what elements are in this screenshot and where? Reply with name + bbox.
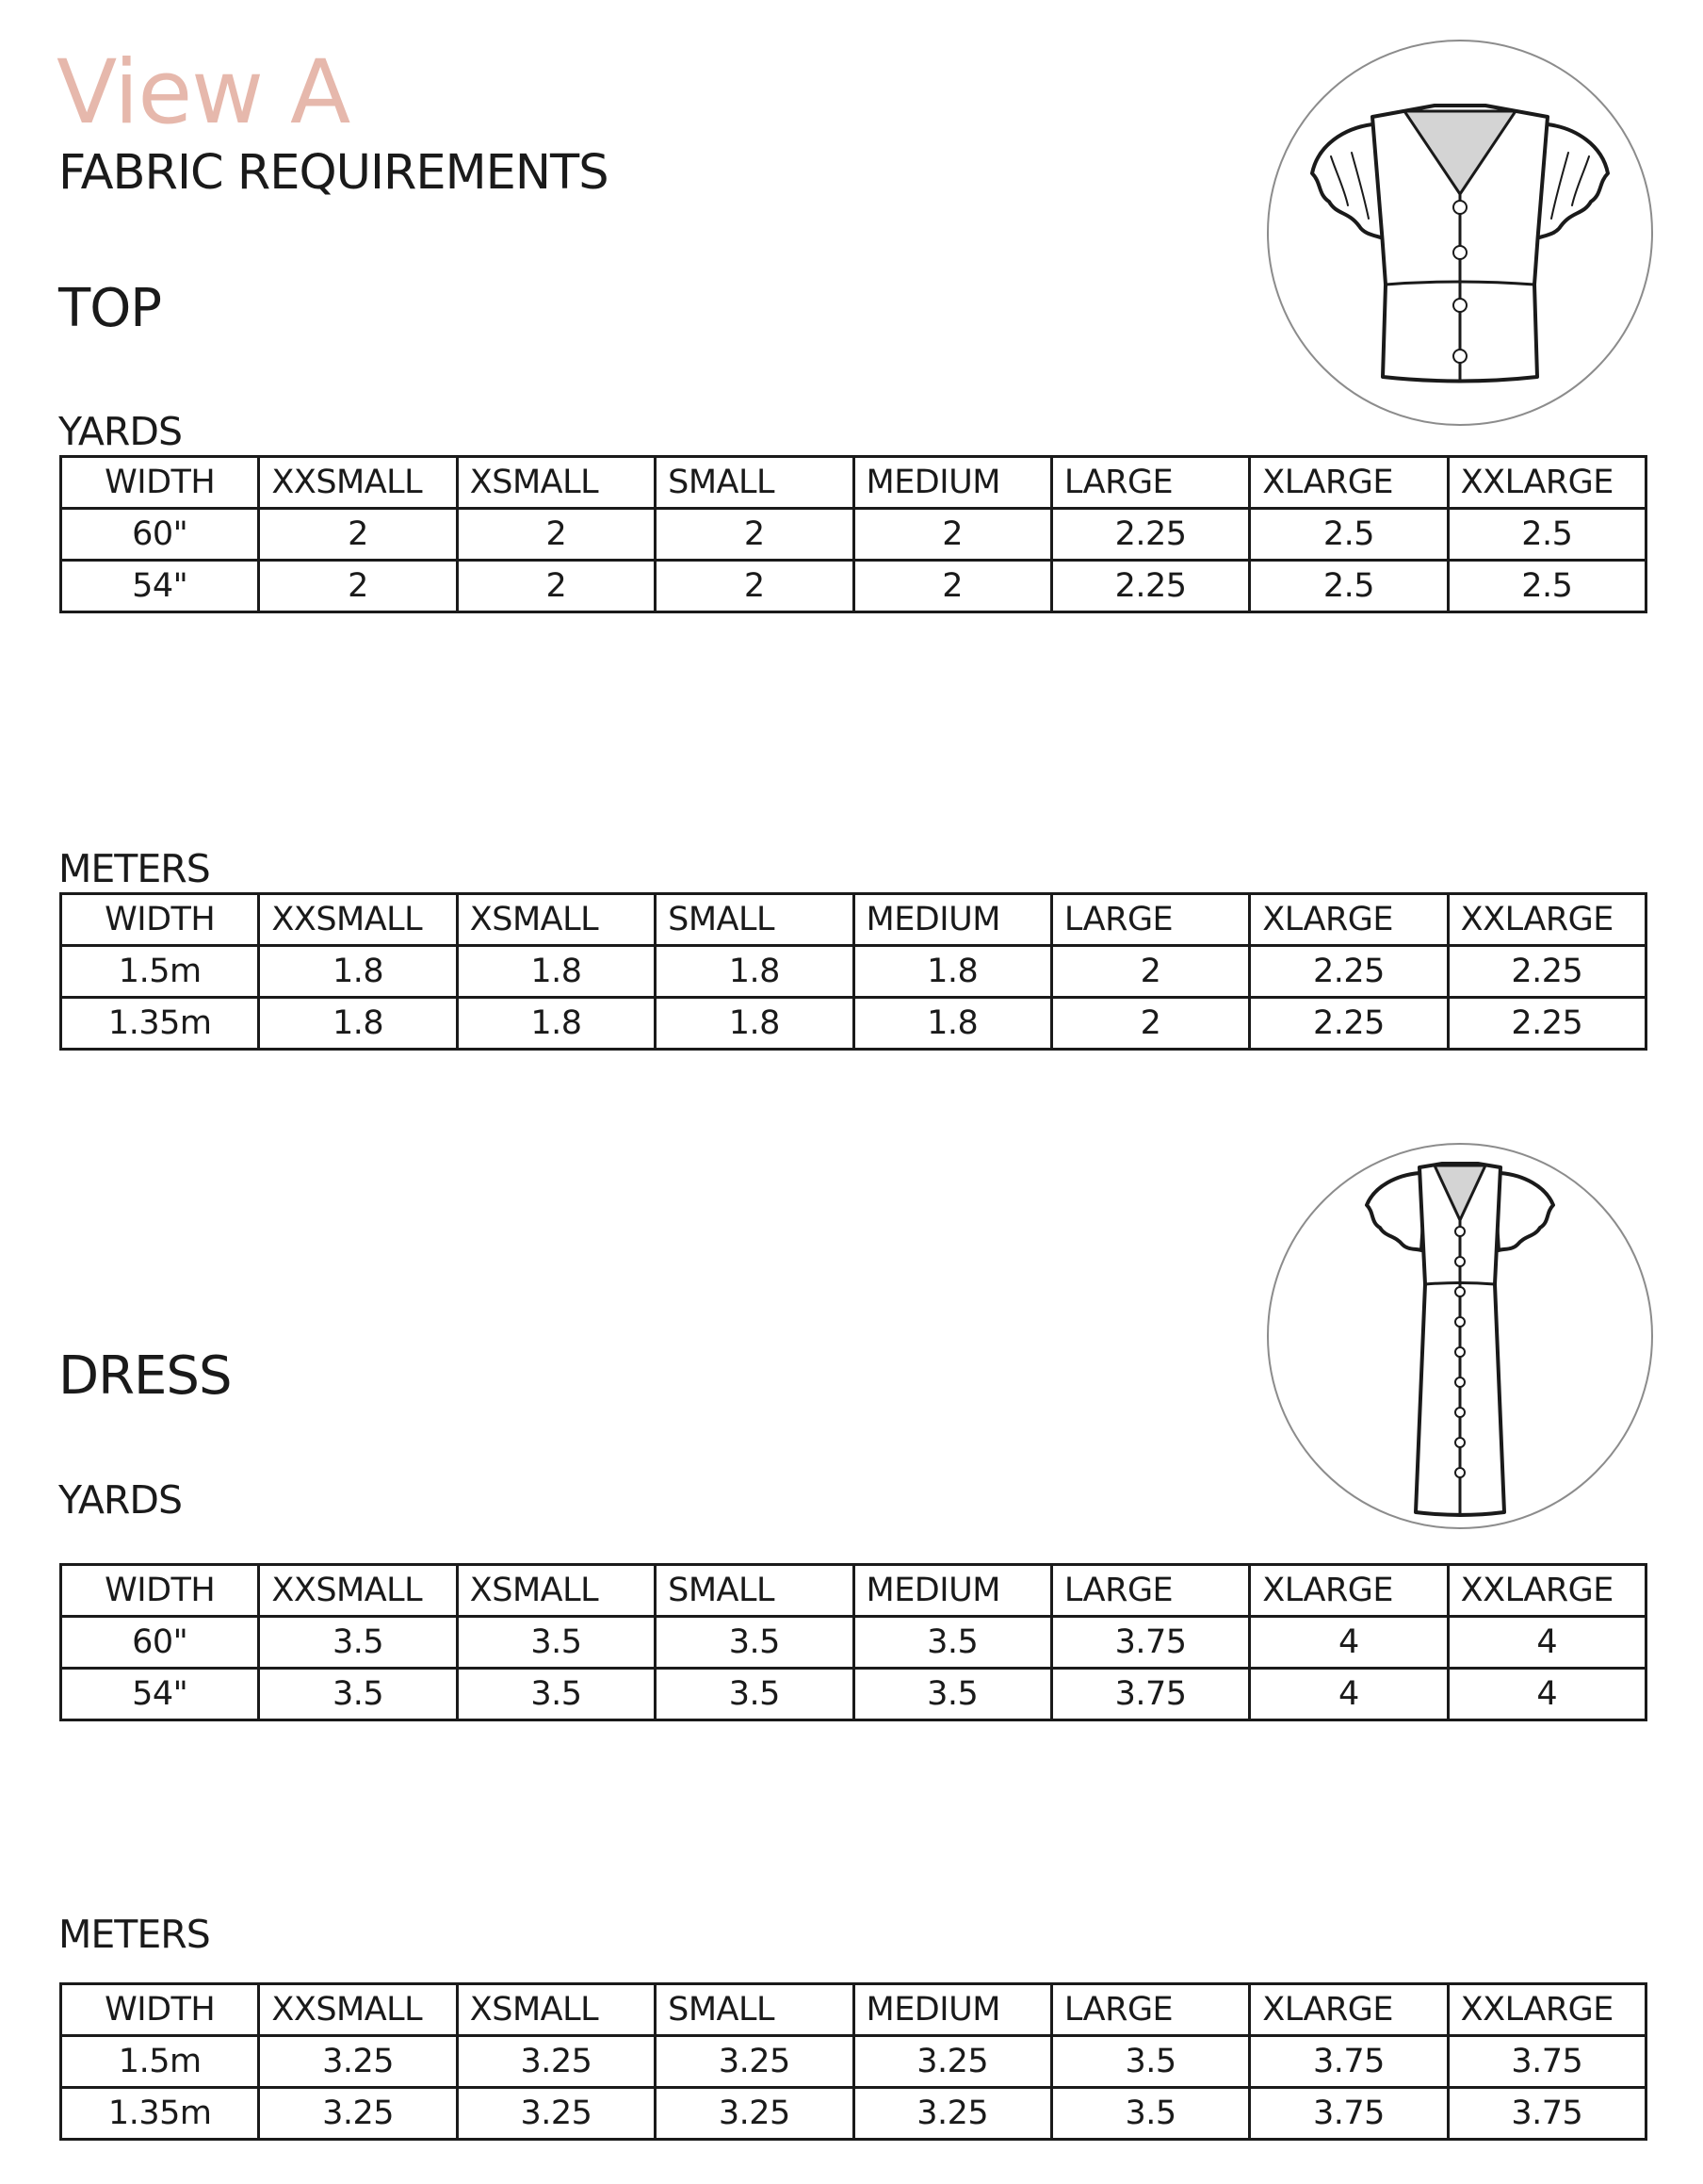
table-cell: 3.75 — [1250, 2088, 1448, 2140]
table-cell: 2 — [457, 509, 655, 561]
table-cell: 3.25 — [259, 2088, 457, 2140]
table-row — [61, 2036, 1646, 2088]
table-header-cell: XXLARGE — [1448, 1565, 1646, 1617]
table-cell: 1.5m — [61, 2036, 259, 2088]
top-meters-table — [59, 892, 1647, 1051]
table-cell: 2 — [656, 561, 853, 612]
table-row — [61, 1669, 1646, 1720]
table-cell: 3.5 — [853, 1669, 1051, 1720]
table-cell: 4 — [1448, 1669, 1646, 1720]
dress-section-title: DRESS — [58, 1345, 232, 1407]
table-header-cell: LARGE — [1051, 894, 1249, 946]
table-header-row — [61, 1565, 1646, 1617]
table-header-cell: MEDIUM — [853, 457, 1051, 509]
table-header-cell: LARGE — [1051, 457, 1249, 509]
table-cell: 1.8 — [853, 946, 1051, 998]
dress-yards-table — [59, 1563, 1647, 1721]
table-cell: 3.5 — [853, 1617, 1051, 1669]
table-cell: 1.8 — [259, 946, 457, 998]
table-header-cell: MEDIUM — [853, 1984, 1051, 2036]
table-cell: 2 — [259, 561, 457, 612]
table-header-cell: MEDIUM — [853, 1565, 1051, 1617]
table-cell: 3.5 — [656, 1617, 853, 1669]
table-cell: 1.5m — [61, 946, 259, 998]
table-cell: 1.35m — [61, 2088, 259, 2140]
table-cell: 3.75 — [1051, 1617, 1249, 1669]
table-header-cell: XXSMALL — [259, 1984, 457, 2036]
dress-garment-illustration-icon — [1267, 1143, 1653, 1529]
table-cell: 3.5 — [656, 1669, 853, 1720]
top-yards-table — [59, 455, 1647, 613]
table-row — [61, 946, 1646, 998]
table-header-cell: XLARGE — [1250, 457, 1448, 509]
table-cell: 1.8 — [656, 998, 853, 1050]
table-header-cell: SMALL — [656, 894, 853, 946]
table-cell: 3.5 — [259, 1669, 457, 1720]
table-cell: 3.75 — [1250, 2036, 1448, 2088]
table-header-cell: SMALL — [656, 1984, 853, 2036]
table-cell: 4 — [1250, 1617, 1448, 1669]
table-header-row — [61, 894, 1646, 946]
table-row — [61, 1617, 1646, 1669]
table-cell: 3.75 — [1448, 2088, 1646, 2140]
top-meters-label: METERS — [58, 846, 210, 891]
table-header-cell: XLARGE — [1250, 1984, 1448, 2036]
table-cell: 2.25 — [1448, 946, 1646, 998]
table-header-cell: XXSMALL — [259, 894, 457, 946]
table-row — [61, 509, 1646, 561]
table-cell: 54" — [61, 561, 259, 612]
table-cell: 54" — [61, 1669, 259, 1720]
table-header-cell: SMALL — [656, 1565, 853, 1617]
table-header-cell: XXLARGE — [1448, 1984, 1646, 2036]
table-cell: 3.5 — [457, 1617, 655, 1669]
table-row — [61, 561, 1646, 612]
dress-meters-label: METERS — [58, 1912, 210, 1957]
table-cell: 1.8 — [853, 998, 1051, 1050]
table-cell: 2 — [853, 561, 1051, 612]
top-yards-label: YARDS — [58, 409, 182, 454]
table-cell: 3.5 — [1051, 2088, 1249, 2140]
table-cell: 3.5 — [1051, 2036, 1249, 2088]
dress-meters-table — [59, 1982, 1647, 2141]
table-cell: 3.25 — [457, 2088, 655, 2140]
table-cell: 1.8 — [457, 946, 655, 998]
table-cell: 3.25 — [656, 2036, 853, 2088]
view-title: View A — [57, 41, 350, 144]
table-cell: 2.25 — [1250, 998, 1448, 1050]
table-header-cell: XSMALL — [457, 1984, 655, 2036]
table-cell: 2 — [853, 509, 1051, 561]
table-header-cell: WIDTH — [61, 457, 259, 509]
table-header-cell: XSMALL — [457, 1565, 655, 1617]
table-cell: 3.25 — [259, 2036, 457, 2088]
table-header-cell: XXSMALL — [259, 457, 457, 509]
table-cell: 2 — [457, 561, 655, 612]
top-garment-illustration-icon — [1267, 40, 1653, 426]
dress-yards-label: YARDS — [58, 1477, 182, 1523]
table-cell: 60" — [61, 1617, 259, 1669]
table-cell: 3.25 — [656, 2088, 853, 2140]
table-cell: 3.75 — [1051, 1669, 1249, 1720]
table-cell: 2.5 — [1250, 561, 1448, 612]
table-header-cell: SMALL — [656, 457, 853, 509]
table-row — [61, 998, 1646, 1050]
table-cell: 3.25 — [853, 2036, 1051, 2088]
table-cell: 4 — [1250, 1669, 1448, 1720]
table-cell: 2.25 — [1051, 509, 1249, 561]
table-header-cell: XXLARGE — [1448, 894, 1646, 946]
table-cell: 2.5 — [1448, 509, 1646, 561]
table-cell: 1.8 — [457, 998, 655, 1050]
table-header-cell: WIDTH — [61, 1984, 259, 2036]
table-cell: 2 — [259, 509, 457, 561]
table-cell: 3.75 — [1448, 2036, 1646, 2088]
table-cell: 3.5 — [259, 1617, 457, 1669]
table-cell: 1.35m — [61, 998, 259, 1050]
table-cell: 1.8 — [259, 998, 457, 1050]
table-header-row — [61, 1984, 1646, 2036]
top-section-title: TOP — [58, 278, 162, 339]
table-cell: 3.25 — [853, 2088, 1051, 2140]
table-cell: 4 — [1448, 1617, 1646, 1669]
table-header-cell: LARGE — [1051, 1565, 1249, 1617]
table-cell: 1.8 — [656, 946, 853, 998]
table-cell: 2 — [1051, 998, 1249, 1050]
table-row — [61, 2088, 1646, 2140]
table-cell: 60" — [61, 509, 259, 561]
table-cell: 2.25 — [1250, 946, 1448, 998]
table-header-cell: XLARGE — [1250, 894, 1448, 946]
table-header-cell: LARGE — [1051, 1984, 1249, 2036]
table-cell: 3.25 — [457, 2036, 655, 2088]
table-header-cell: MEDIUM — [853, 894, 1051, 946]
table-header-cell: WIDTH — [61, 1565, 259, 1617]
table-cell: 2.25 — [1448, 998, 1646, 1050]
table-header-cell: XLARGE — [1250, 1565, 1448, 1617]
table-cell: 2 — [1051, 946, 1249, 998]
table-header-row — [61, 457, 1646, 509]
table-header-cell: XSMALL — [457, 457, 655, 509]
table-cell: 2.25 — [1051, 561, 1249, 612]
table-header-cell: XXSMALL — [259, 1565, 457, 1617]
table-header-cell: WIDTH — [61, 894, 259, 946]
table-cell: 2 — [656, 509, 853, 561]
fabric-requirements-heading: FABRIC REQUIREMENTS — [58, 145, 608, 201]
table-cell: 3.5 — [457, 1669, 655, 1720]
table-cell: 2.5 — [1250, 509, 1448, 561]
table-header-cell: XXLARGE — [1448, 457, 1646, 509]
table-header-cell: XSMALL — [457, 894, 655, 946]
table-cell: 2.5 — [1448, 561, 1646, 612]
